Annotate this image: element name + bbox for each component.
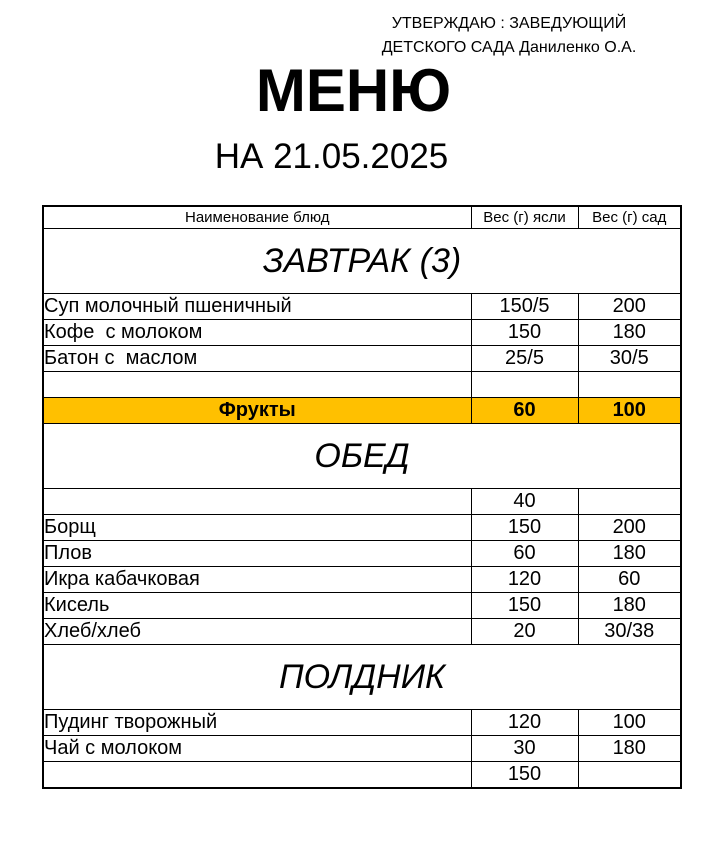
section-header-row [43,424,681,489]
cell-weight-yasli: 150 [471,762,578,788]
cell-dish-name: Икра кабачковая [43,567,471,593]
section-title: ОБЕД [43,424,681,489]
cell-weight-yasli: 120 [471,710,578,736]
menu-row [43,541,681,567]
section-title: ЗАВТРАК (3) [43,229,681,294]
cell-weight-sad: 180 [578,593,681,619]
cell-dish-name: Фрукты [43,398,471,424]
cell-weight-sad [578,489,681,515]
cell-dish-name: Пудинг творожный [43,710,471,736]
section-title: ПОЛДНИК [43,645,681,710]
cell-weight-yasli: 150 [471,515,578,541]
column-header-dish-name: Наименование блюд [43,206,471,229]
cell-weight-sad [578,762,681,788]
cell-dish-name: Батон с маслом [43,346,471,372]
approval-line-2: ДЕТСКОГО САДА Даниленко О.А. [381,39,637,56]
section-header-row [43,645,681,710]
cell-weight-yasli: 120 [471,567,578,593]
menu-table [42,205,682,789]
menu-date: НА 21.05.2025 [214,137,449,176]
cell-weight-yasli: 25/5 [471,346,578,372]
menu-row [43,294,681,320]
menu-row [43,736,681,762]
menu-row [43,710,681,736]
table-header-row [43,206,681,229]
cell-dish-name [43,372,471,398]
cell-dish-name: Суп молочный пшеничный [43,294,471,320]
page-title: МЕНЮ [255,57,452,124]
cell-dish-name: Кофе с молоком [43,320,471,346]
approval-block [339,12,679,60]
cell-weight-yasli: 60 [471,541,578,567]
cell-weight-sad: 200 [578,515,681,541]
section-header-row [43,229,681,294]
menu-row [43,489,681,515]
cell-dish-name: Плов [43,541,471,567]
menu-row [43,762,681,788]
cell-weight-sad [578,372,681,398]
menu-row [43,398,681,424]
cell-weight-yasli: 40 [471,489,578,515]
cell-weight-yasli: 150 [471,593,578,619]
cell-weight-sad: 60 [578,567,681,593]
menu-row [43,619,681,645]
menu-row [43,372,681,398]
menu-row [43,593,681,619]
menu-row [43,515,681,541]
cell-dish-name: Борщ [43,515,471,541]
cell-weight-sad: 100 [578,398,681,424]
cell-weight-yasli: 150/5 [471,294,578,320]
cell-weight-sad: 30/5 [578,346,681,372]
menu-row [43,320,681,346]
cell-dish-name: Чай с молоком [43,736,471,762]
menu-row [43,346,681,372]
cell-weight-sad: 200 [578,294,681,320]
cell-weight-yasli: 150 [471,320,578,346]
cell-weight-sad: 180 [578,320,681,346]
cell-dish-name [43,489,471,515]
cell-weight-yasli: 20 [471,619,578,645]
approval-line-1: УТВЕРЖДАЮ : ЗАВЕДУЮЩИЙ [391,15,627,32]
cell-weight-sad: 180 [578,541,681,567]
cell-weight-sad: 100 [578,710,681,736]
cell-weight-yasli: 30 [471,736,578,762]
cell-weight-yasli: 60 [471,398,578,424]
cell-dish-name: Кисель [43,593,471,619]
cell-weight-sad: 180 [578,736,681,762]
cell-dish-name [43,762,471,788]
menu-row [43,567,681,593]
column-header-weight-yasli: Вес (г) ясли [471,206,578,229]
cell-weight-yasli [471,372,578,398]
column-header-weight-sad: Вес (г) сад [578,206,681,229]
cell-weight-sad: 30/38 [578,619,681,645]
cell-dish-name: Хлеб/хлеб [43,619,471,645]
